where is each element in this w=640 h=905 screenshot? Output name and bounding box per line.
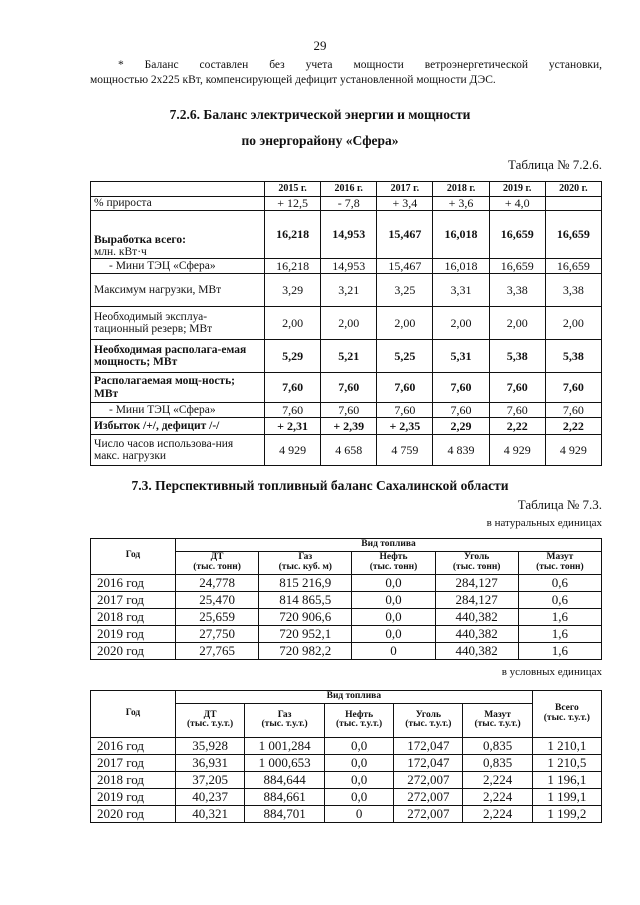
table-cell: 0,835	[463, 737, 532, 754]
column-header	[325, 703, 394, 737]
year-cell: 2018 год	[91, 608, 176, 625]
table-cell: 24,778	[176, 574, 259, 591]
table-cell: 15,467	[377, 211, 433, 259]
year-cell: 2019 год	[91, 788, 176, 805]
total-cell: 1 210,1	[532, 737, 601, 754]
table-cell: 720 906,6	[259, 608, 352, 625]
table-cell: 16,659	[545, 211, 601, 259]
year-cell: 2020 год	[91, 642, 176, 659]
row-label: - Мини ТЭЦ «Сфера»	[91, 259, 265, 274]
table-cell: 7,60	[545, 373, 601, 403]
column-unit: (тыс. тонн)	[193, 561, 241, 572]
year-cell: 2016 год	[91, 737, 176, 754]
table-cell: 0,0	[325, 754, 394, 771]
table-cell: 884,701	[245, 805, 325, 822]
table-cell: 4 929	[489, 435, 545, 466]
table-cell: 7,60	[489, 373, 545, 403]
section-726-title-line-2: по энергорайону «Сфера»	[241, 133, 399, 148]
table-cell: 0,0	[352, 591, 435, 608]
table-cell: 272,007	[394, 805, 463, 822]
section-726-title-line-1: 7.2.6. Баланс электрической энергии и мощности	[169, 107, 471, 122]
table-cell: 0	[325, 805, 394, 822]
year-column-header: Год	[91, 691, 176, 738]
table-cell: 0,0	[325, 771, 394, 788]
column-name: Мазут	[546, 551, 574, 562]
table-cell: 5,38	[489, 340, 545, 373]
year-cell: 2017 год	[91, 754, 176, 771]
table-row	[91, 625, 602, 642]
column-unit: (тыс. т.у.т.)	[336, 719, 383, 730]
total-cell: 1 210,5	[532, 754, 601, 771]
table-726	[90, 181, 602, 466]
table-header-row	[91, 691, 602, 704]
table-row	[91, 418, 602, 435]
table-cell: 5,21	[321, 340, 377, 373]
table-cell: 3,38	[545, 274, 601, 307]
table-row	[91, 771, 602, 788]
table-cell: 0	[352, 642, 435, 659]
year-cell: 2018 год	[91, 771, 176, 788]
table-cell: 7,60	[265, 403, 321, 418]
total-cell: 1 199,2	[532, 805, 601, 822]
table-cell: 0,6	[518, 574, 601, 591]
year-header: 2018 г.	[433, 182, 489, 197]
table-cell: 16,018	[433, 259, 489, 274]
table-row	[91, 788, 602, 805]
table-cell: 3,21	[321, 274, 377, 307]
row-label: - Мини ТЭЦ «Сфера»	[91, 403, 265, 418]
table-cell: 25,659	[176, 608, 259, 625]
table-726-label: Таблица № 7.2.6.	[507, 157, 602, 172]
table-cell: 172,047	[394, 737, 463, 754]
table-cell: 272,007	[394, 771, 463, 788]
column-unit: (тыс. т.у.т.)	[474, 719, 521, 730]
table-cell	[545, 197, 601, 211]
column-name: Мазут	[484, 709, 511, 720]
table-cell: 16,659	[545, 259, 601, 274]
table-cell: 3,25	[377, 274, 433, 307]
table-cell: + 2,35	[377, 418, 433, 435]
column-header	[463, 703, 532, 737]
table-cell: 7,60	[489, 403, 545, 418]
table-cell: 720 982,2	[259, 642, 352, 659]
table-cell: 5,25	[377, 340, 433, 373]
row-label: Располагаемая мощ-ность; МВт	[91, 373, 265, 403]
column-unit: (тыс. т.у.т.)	[187, 719, 234, 730]
year-header: 2016 г.	[321, 182, 377, 197]
table-cell: 15,467	[377, 259, 433, 274]
fuel-type-group-header: Вид топлива	[176, 691, 533, 704]
table-cell: 0,0	[352, 625, 435, 642]
table-row	[91, 373, 602, 403]
column-unit: (тыс. куб. м)	[278, 561, 332, 572]
table-cell: 4 658	[321, 435, 377, 466]
column-header	[394, 703, 463, 737]
table-cell: 16,659	[489, 211, 545, 259]
year-header: 2019 г.	[489, 182, 545, 197]
year-column-header: Год	[91, 539, 176, 575]
footnote-line-1: * Баланс составлен без учета мощности ветроэнергетической установки,	[118, 59, 602, 71]
column-header	[352, 551, 435, 574]
year-header: 2015 г.	[265, 182, 321, 197]
column-unit: (тыс. тонн)	[369, 561, 418, 572]
table-cell: 720 952,1	[259, 625, 352, 642]
table-726-corner-cell	[91, 182, 265, 197]
table-cell: 7,60	[433, 403, 489, 418]
table-cell: 2,00	[545, 307, 601, 340]
table-cell: 2,22	[545, 418, 601, 435]
table-row	[91, 642, 602, 659]
table-cell: 7,60	[545, 403, 601, 418]
table-cell: + 4,0	[489, 197, 545, 211]
column-unit: (тыс. т.у.т.)	[405, 719, 452, 730]
table-cell: 14,953	[321, 211, 377, 259]
row-label: % прироста	[91, 197, 265, 211]
column-unit: (тыс. т.у.т.)	[261, 719, 308, 730]
column-name: Нефть	[379, 551, 408, 562]
table-cell: 27,765	[176, 642, 259, 659]
table-cell: 884,644	[245, 771, 325, 788]
column-header	[518, 551, 601, 574]
year-cell: 2020 год	[91, 805, 176, 822]
column-name: Уголь	[415, 709, 441, 720]
table-cell: - 7,8	[321, 197, 377, 211]
section-73-title: 7.3. Перспективный топливный баланс Сахалинской области	[131, 478, 509, 493]
table-cell: 814 865,5	[259, 591, 352, 608]
table-cell: + 3,6	[433, 197, 489, 211]
table-cell: 16,018	[433, 211, 489, 259]
year-cell: 2019 год	[91, 625, 176, 642]
conventional-units-label: в условных единицах	[501, 666, 602, 678]
table-cell: + 12,5	[265, 197, 321, 211]
table-cell: 172,047	[394, 754, 463, 771]
table-cell: 7,60	[321, 403, 377, 418]
table-cell: 2,22	[489, 418, 545, 435]
table-cell: 2,29	[433, 418, 489, 435]
row-label: Максимум нагрузки, МВт	[91, 274, 265, 307]
column-header	[245, 703, 325, 737]
table-cell: 1,6	[518, 625, 601, 642]
table-cell: 2,00	[489, 307, 545, 340]
table-cell: 7,60	[377, 373, 433, 403]
table-row	[91, 754, 602, 771]
table-cell: 0,0	[325, 788, 394, 805]
year-cell: 2016 год	[91, 574, 176, 591]
table-cell: + 3,4	[377, 197, 433, 211]
table-73-label: Таблица № 7.3.	[517, 497, 602, 512]
table-cell: 0,6	[518, 591, 601, 608]
column-header	[259, 551, 352, 574]
table-header-row	[91, 539, 602, 552]
column-name: Уголь	[464, 551, 490, 562]
table-row	[91, 259, 602, 274]
table-cell: 4 759	[377, 435, 433, 466]
column-name: Всего	[554, 703, 579, 714]
natural-units-label: в натуральных единицах	[486, 517, 602, 529]
table-cell: 884,661	[245, 788, 325, 805]
total-cell: 1 196,1	[532, 771, 601, 788]
column-name: Газ	[298, 551, 313, 562]
table-cell: 4 929	[265, 435, 321, 466]
table-cell: 35,928	[176, 737, 245, 754]
footnote	[90, 58, 602, 88]
table-cell: 2,00	[377, 307, 433, 340]
table-row	[91, 608, 602, 625]
table-cell: 4 839	[433, 435, 489, 466]
column-unit: (тыс. т.у.т.)	[543, 712, 590, 723]
table-cell: 1,6	[518, 608, 601, 625]
column-header	[176, 703, 245, 737]
row-label: Необходимый эксплуа-тационный резерв; МВт	[91, 307, 265, 340]
table-cell: 1 001,284	[245, 737, 325, 754]
column-name: ДТ	[210, 551, 224, 562]
table-row	[91, 591, 602, 608]
table-cell: 0,0	[352, 608, 435, 625]
column-name: ДТ	[203, 709, 217, 720]
table-cell: 2,00	[265, 307, 321, 340]
column-header	[176, 551, 259, 574]
table-cell: 440,382	[435, 625, 518, 642]
table-cell: 5,31	[433, 340, 489, 373]
table-cell: 7,60	[377, 403, 433, 418]
row-label-main: Выработка всего:	[94, 233, 186, 246]
table-cell: 284,127	[435, 591, 518, 608]
table-cell: 37,205	[176, 771, 245, 788]
table-cell: 14,953	[321, 259, 377, 274]
table-cell: 3,31	[433, 274, 489, 307]
page-number: 29	[313, 38, 327, 53]
table-cell: 284,127	[435, 574, 518, 591]
table-cell: 0,0	[325, 737, 394, 754]
table-cell: + 2,39	[321, 418, 377, 435]
table-cell: 7,60	[321, 373, 377, 403]
table-row	[91, 805, 602, 822]
table-cell: + 2,31	[265, 418, 321, 435]
table-cell: 7,60	[433, 373, 489, 403]
table-row	[91, 403, 602, 418]
table-cell: 272,007	[394, 788, 463, 805]
column-unit: (тыс. тонн)	[452, 561, 501, 572]
table-row	[91, 274, 602, 307]
table-row	[91, 435, 602, 466]
table-cell: 5,38	[545, 340, 601, 373]
table-cell: 2,224	[463, 788, 532, 805]
column-name: Нефть	[345, 709, 374, 720]
row-label: Число часов использова-ния макс. нагрузки	[91, 435, 265, 466]
table-cell: 440,382	[435, 642, 518, 659]
row-label-unit: млн. кВт·ч	[94, 245, 147, 258]
row-label: Необходимая располага-емая мощность; МВт	[91, 340, 265, 373]
table-73-conventional	[90, 690, 602, 823]
footnote-line-2: мощностью 2х225 кВт, компенсирующей дефицит установленной мощности ДЭС.	[90, 74, 496, 86]
year-cell: 2017 год	[91, 591, 176, 608]
year-header: 2017 г.	[377, 182, 433, 197]
table-cell: 16,659	[489, 259, 545, 274]
table-cell: 5,29	[265, 340, 321, 373]
table-cell: 440,382	[435, 608, 518, 625]
table-row	[91, 574, 602, 591]
table-cell: 3,38	[489, 274, 545, 307]
table-row	[91, 340, 602, 373]
table-cell: 0,0	[352, 574, 435, 591]
row-label	[91, 211, 265, 259]
table-row	[91, 211, 602, 259]
column-unit: (тыс. тонн)	[536, 561, 584, 572]
table-cell: 16,218	[265, 259, 321, 274]
table-row	[91, 307, 602, 340]
column-name: Газ	[277, 709, 292, 720]
table-cell: 0,835	[463, 754, 532, 771]
table-cell: 3,29	[265, 274, 321, 307]
row-label: Избыток /+/, дефицит /-/	[91, 418, 265, 435]
table-cell: 2,00	[321, 307, 377, 340]
table-cell: 1,6	[518, 642, 601, 659]
table-cell: 4 929	[545, 435, 601, 466]
table-cell: 2,00	[433, 307, 489, 340]
column-header	[435, 551, 518, 574]
table-cell: 27,750	[176, 625, 259, 642]
table-cell: 2,224	[463, 771, 532, 788]
table-726-header-row	[91, 182, 602, 197]
table-cell: 40,237	[176, 788, 245, 805]
table-cell: 25,470	[176, 591, 259, 608]
total-column-header	[532, 691, 601, 738]
fuel-type-group-header: Вид топлива	[176, 539, 602, 552]
table-cell: 16,218	[265, 211, 321, 259]
table-cell: 40,321	[176, 805, 245, 822]
table-cell: 36,931	[176, 754, 245, 771]
table-cell: 815 216,9	[259, 574, 352, 591]
table-cell: 2,224	[463, 805, 532, 822]
table-row	[91, 197, 602, 211]
table-cell: 7,60	[265, 373, 321, 403]
total-cell: 1 199,1	[532, 788, 601, 805]
table-73-natural	[90, 538, 602, 660]
table-row	[91, 737, 602, 754]
table-cell: 1 000,653	[245, 754, 325, 771]
year-header: 2020 г.	[545, 182, 601, 197]
